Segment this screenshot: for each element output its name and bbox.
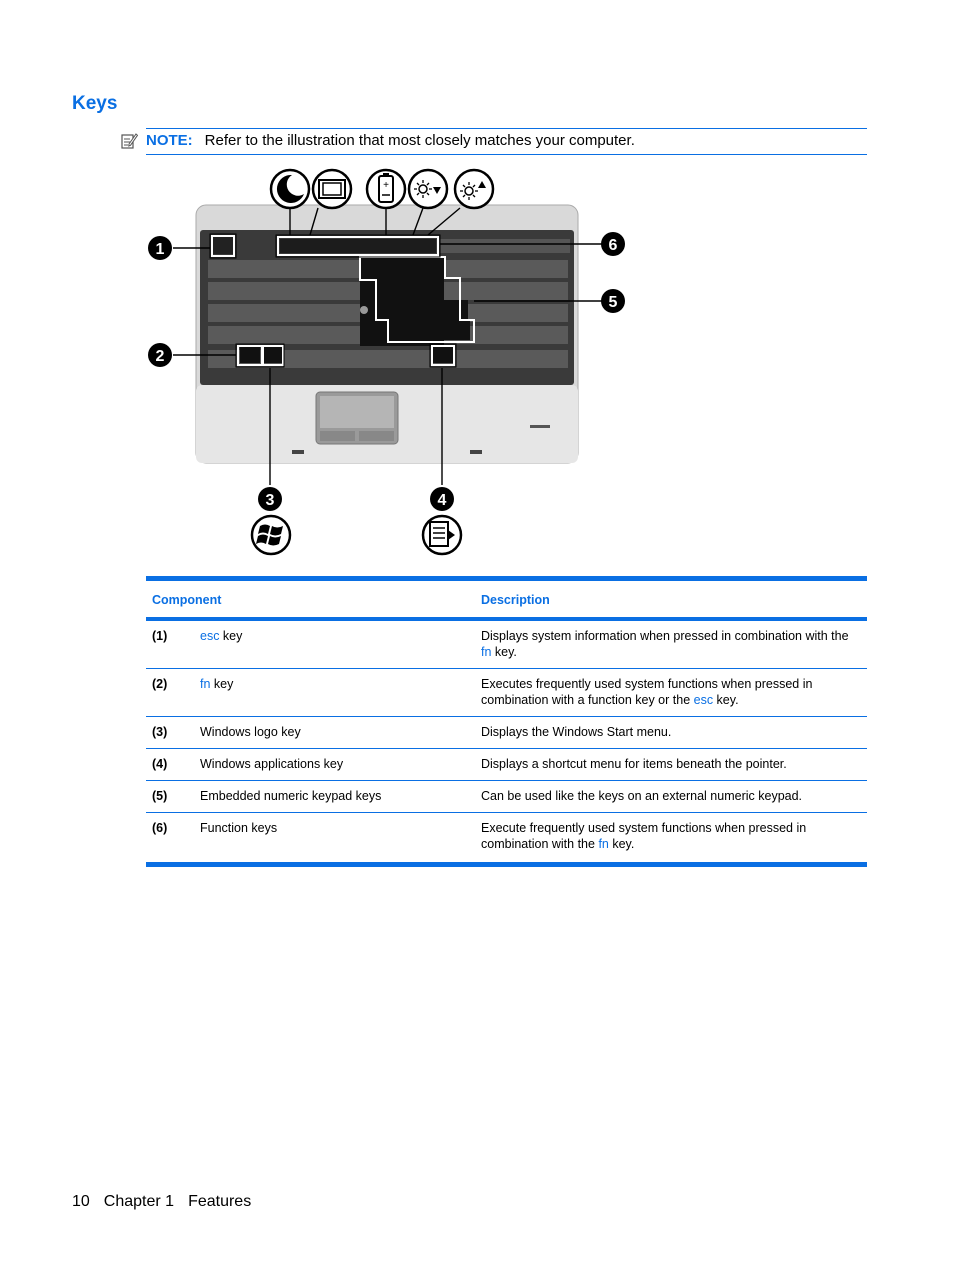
display-switch-icon — [313, 170, 351, 208]
description-link: fn — [481, 645, 492, 659]
brightness-up-icon — [455, 170, 493, 208]
component-link: fn — [200, 677, 211, 691]
table-row — [146, 781, 867, 813]
row-component: esc key — [194, 619, 475, 669]
table-row — [146, 717, 867, 749]
callout-4 — [430, 487, 454, 511]
callout-2 — [148, 343, 172, 367]
row-component: fn key — [194, 669, 475, 717]
svg-text:+: + — [383, 180, 389, 191]
table-row — [146, 749, 867, 781]
applications-icon — [423, 516, 461, 554]
brightness-down-icon — [409, 170, 447, 208]
callout-5 — [601, 289, 625, 313]
row-description: Executes frequently used system functions when pressed in combination with a function key or the esc key. — [475, 669, 867, 717]
page-number: 10 — [72, 1193, 90, 1210]
row-description: Displays system information when pressed in combination with the fn key. — [475, 619, 867, 669]
table-row — [146, 813, 867, 865]
description-link: esc — [693, 693, 714, 707]
page-footer — [72, 1193, 265, 1211]
row-description: Can be used like the keys on an external numeric keypad. — [475, 781, 867, 813]
row-number: (6) — [146, 813, 194, 865]
row-component: Windows logo key — [194, 717, 475, 749]
battery-icon — [367, 170, 405, 208]
row-component: Windows applications key — [194, 749, 475, 781]
table-row — [146, 669, 867, 717]
sleep-icon — [271, 170, 309, 208]
svg-text:4: 4 — [437, 492, 447, 509]
note-label: NOTE: — [146, 132, 193, 149]
row-component: Embedded numeric keypad keys — [194, 781, 475, 813]
component-table — [146, 576, 867, 867]
row-description: Displays the Windows Start menu. — [475, 717, 867, 749]
row-number: (5) — [146, 781, 194, 813]
note-icon — [120, 132, 138, 150]
description-link: fn — [598, 837, 609, 851]
callout-1 — [148, 236, 172, 260]
row-description: Displays a shortcut menu for items beneath the pointer. — [475, 749, 867, 781]
row-number: (1) — [146, 619, 194, 669]
svg-text:1: 1 — [155, 241, 165, 258]
page-heading: Keys — [72, 93, 118, 114]
note-box — [146, 128, 867, 155]
callout-3 — [258, 487, 282, 511]
section-label: Features — [188, 1193, 252, 1210]
component-link: esc — [200, 629, 220, 643]
svg-text:2: 2 — [155, 348, 165, 365]
header-description: Description — [475, 579, 867, 620]
svg-text:3: 3 — [265, 492, 275, 509]
row-description: Execute frequently used system functions when pressed in combination with the fn key. — [475, 813, 867, 865]
svg-text:6: 6 — [608, 237, 618, 254]
table-row — [146, 619, 867, 669]
note-text: Refer to the illustration that most closely matches your computer. — [204, 132, 635, 149]
header-component: Component — [146, 579, 475, 620]
callout-6 — [601, 232, 625, 256]
chapter-label: Chapter 1 — [103, 1193, 175, 1210]
table-header-row — [146, 579, 867, 620]
row-number: (4) — [146, 749, 194, 781]
windows-logo-icon — [252, 516, 290, 554]
keyboard-illustration — [140, 160, 640, 560]
svg-text:5: 5 — [608, 294, 618, 311]
row-number: (3) — [146, 717, 194, 749]
row-component: Function keys — [194, 813, 475, 865]
row-number: (2) — [146, 669, 194, 717]
